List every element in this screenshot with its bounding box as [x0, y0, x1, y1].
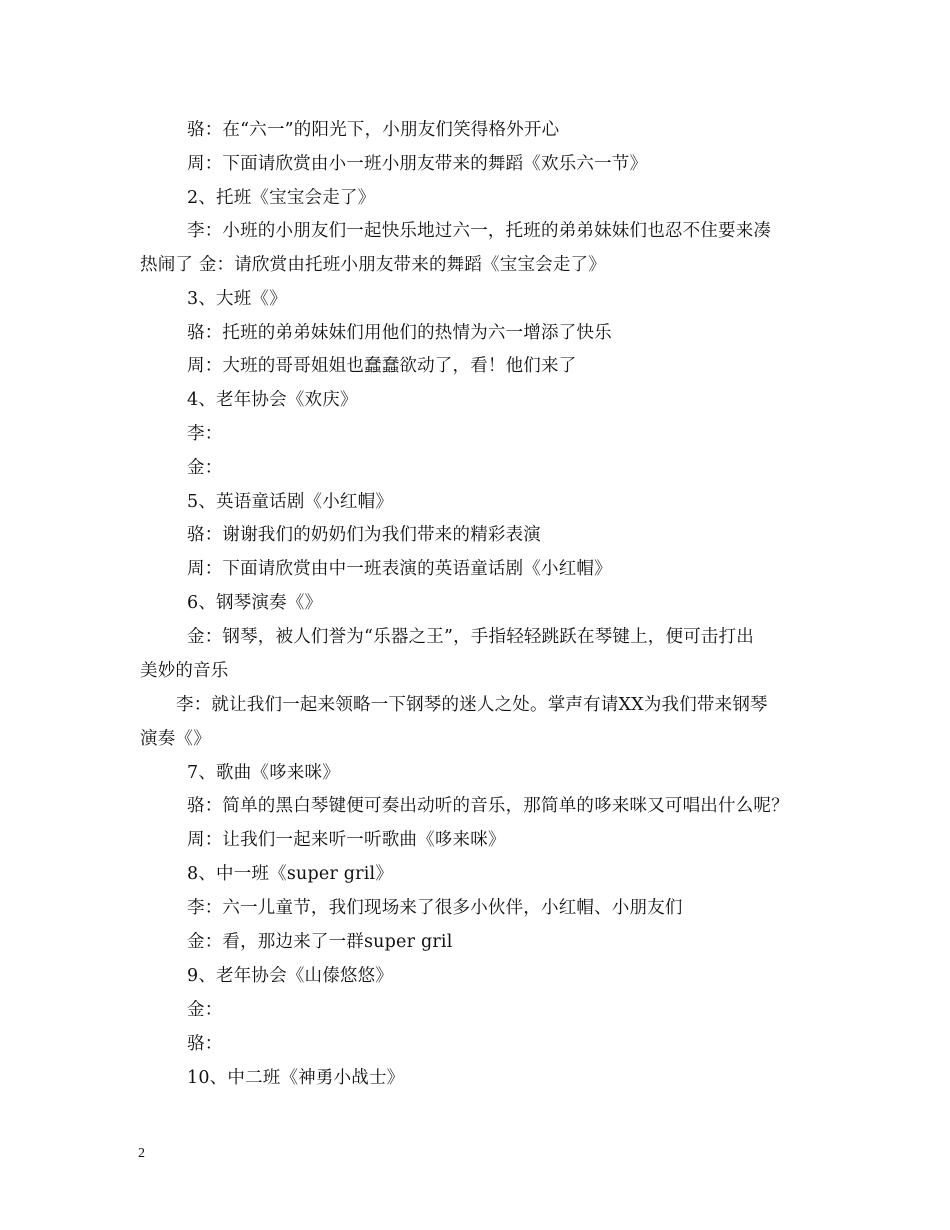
text-line: 李：就让我们一起来领略一下钢琴的迷人之处。掌声有请XX为我们带来钢琴: [176, 695, 768, 715]
text-line: 李：六一儿童节，我们现场来了很多小伙伴，小红帽、小朋友们: [187, 898, 683, 918]
section-heading: 3、大班《》: [187, 289, 287, 309]
text-line: 金：: [187, 1000, 223, 1020]
section-heading: 8、中一班《super gril》: [187, 864, 394, 884]
text-line: 骆：托班的弟弟妹妹们用他们的热情为六一增添了快乐: [187, 323, 612, 343]
text-line: 热闹了 金：请欣赏由托班小朋友带来的舞蹈《宝宝会走了》: [140, 255, 606, 275]
text-line: 骆：谢谢我们的奶奶们为我们带来的精彩表演: [187, 525, 541, 545]
section-heading: 7、歌曲《哆来咪》: [187, 763, 340, 783]
text-line: 演奏《》: [140, 729, 211, 749]
page-number: 2: [138, 1146, 145, 1161]
text-line: 骆：: [187, 1034, 223, 1054]
text-line: 李：: [187, 424, 223, 444]
text-line: 周：下面请欣赏由中一班表演的英语童话剧《小红帽》: [187, 559, 612, 579]
text-line: 金：钢琴，被人们誉为“乐器之王”，手指轻轻跳跃在琴键上，便可击打出: [187, 627, 754, 647]
text-line: 周：大班的哥哥姐姐也蠢蠢欲动了，看！他们来了: [187, 356, 577, 376]
section-heading: 6、钢琴演奏《》: [187, 593, 323, 613]
section-heading: 9、老年协会《山傣悠悠》: [187, 966, 394, 986]
section-heading: 4、老年协会《欢庆》: [187, 390, 358, 410]
section-heading: 10、中二班《神勇小战士》: [187, 1068, 405, 1088]
text-line: 骆：在“六一”的阳光下，小朋友们笑得格外开心: [187, 120, 560, 140]
section-heading: 2、托班《宝宝会走了》: [187, 188, 376, 208]
text-line: 骆：简单的黑白琴键便可奏出动听的音乐，那简单的哆来咪又可唱出什么呢？: [187, 796, 789, 816]
text-line: 周：让我们一起来听一听歌曲《哆来咪》: [187, 830, 506, 850]
text-line: 金：: [187, 458, 223, 478]
text-line: 金：看，那边来了一群super gril: [187, 932, 453, 952]
text-line: 周：下面请欣赏由小一班小朋友带来的舞蹈《欢乐六一节》: [187, 154, 648, 174]
text-line: 李：小班的小朋友们一起快乐地过六一，托班的弟弟妹妹们也忍不住要来凑: [187, 221, 772, 241]
text-line: 美妙的音乐: [140, 661, 229, 681]
section-heading: 5、英语童话剧《小红帽》: [187, 492, 394, 512]
